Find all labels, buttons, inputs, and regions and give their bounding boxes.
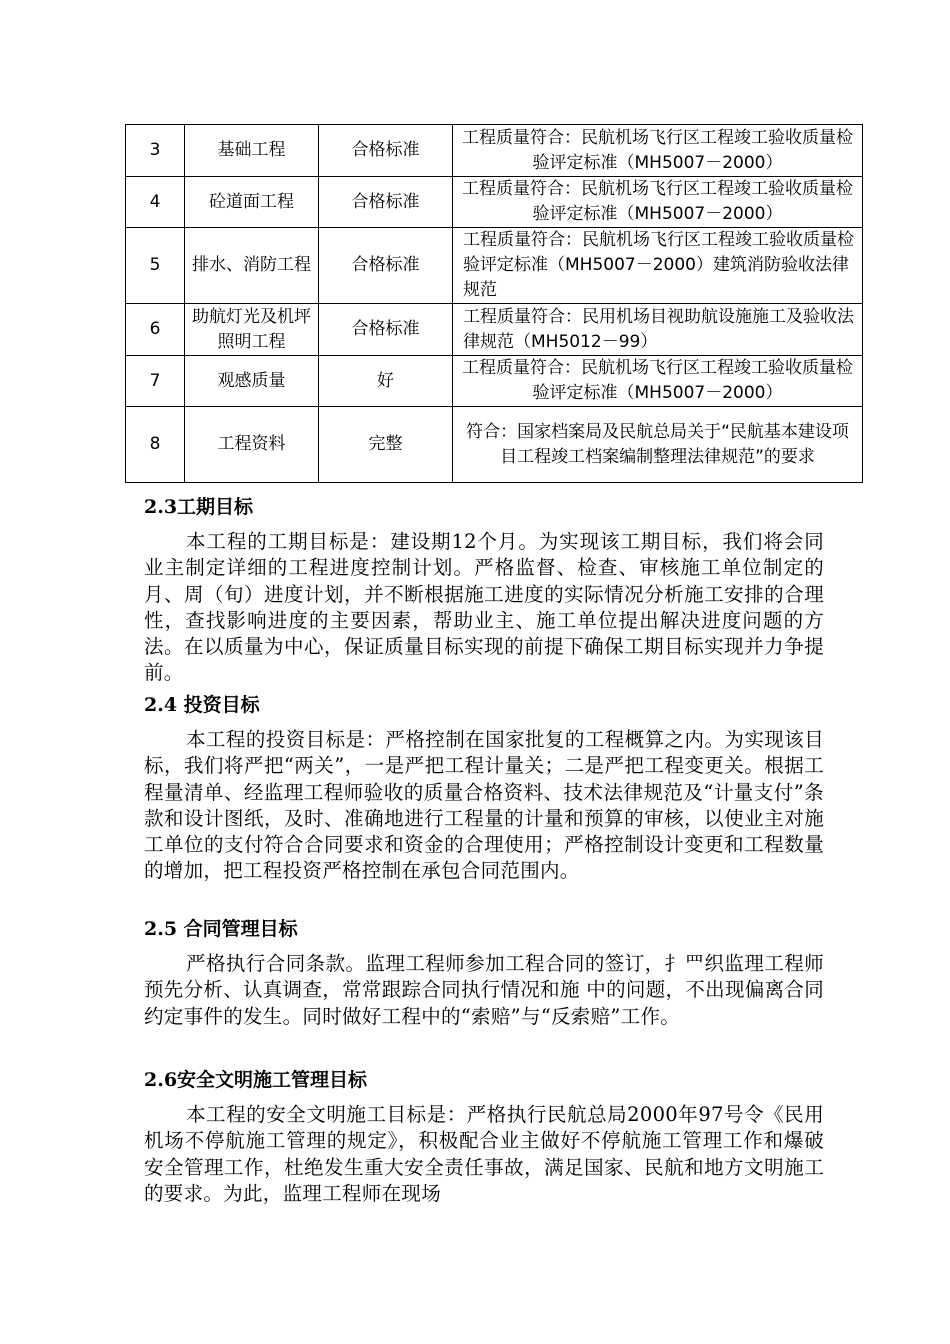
section-body: 本工程的安全文明施工目标是：严格执行民航总局2000年97号令《民用机场不停航施工管理的规定》，积极配合业主做好不停航施工管理工作和爆破安全管理工作，杜绝发生重大安全责任事故，满足国家、民航和地方文明施工的要求。为此，监理工程师在现场 <box>144 1103 824 1205</box>
row-number: 8 <box>126 407 185 483</box>
section-heading: 2.6安全文明施工管理目标 <box>144 1069 368 1091</box>
evaluation: 好 <box>319 356 453 407</box>
requirement: 工程质量符合：民航机场飞行区工程竣工验收质量检验评定标准（MH5007－2000） <box>453 356 863 407</box>
item-name: 基础工程 <box>185 125 319 177</box>
requirement: 符合：国家档案局及民航总局关于“民航基本建设项目工程竣工档案编制整理法律规范”的要求 <box>453 407 863 483</box>
section-heading: 2.3工期目标 <box>144 496 254 518</box>
requirement: 工程质量符合：民航机场飞行区工程竣工验收质量检验评定标准（MH5007－2000） <box>453 177 863 228</box>
section-body: 本工程的工期目标是：建设期12个月。为实现该工期目标，我们将会同业主制定详细的工程进度控制计划。严格监督、检查、审核施工单位制定的月、周（旬）进度计划，并不断根据施工进度的实际情况分析施工安排的合理性，查找影响进度的主要因素，帮助业主、施工单位提出解决进度问题的方法。在以质量为中心，保证质量目标实现的前提下确保工期目标实现并力争提前。 <box>144 530 824 685</box>
section-body: 严格执行合同条款。监理工程师参加工程合同的签订，扌罒织监理工程师预先分析、认真调查，常常跟踪合同执行情况和施 中的问题，不出现偏离合同约定事件的发生。同时做好工程中的“索赔”与“反索赔”工作。 <box>144 952 824 1028</box>
row-number: 7 <box>126 356 185 407</box>
section-schedule-goal <box>144 494 824 687</box>
evaluation: 合格标准 <box>319 228 453 304</box>
row-number: 5 <box>126 228 185 304</box>
section-safety-goal <box>144 1067 824 1207</box>
item-name: 砼道面工程 <box>185 177 319 228</box>
evaluation: 完整 <box>319 407 453 483</box>
section-heading: 2.5 合同管理目标 <box>144 918 298 940</box>
row-number: 3 <box>126 125 185 177</box>
evaluation: 合格标准 <box>319 125 453 177</box>
requirement: 工程质量符合：民航机场飞行区工程竣工验收质量检验评定标准（MH5007－2000） <box>453 125 863 177</box>
table-row <box>126 356 863 407</box>
section-investment-goal <box>144 692 824 885</box>
acceptance-standard-table <box>125 124 863 483</box>
item-name: 工程资料 <box>185 407 319 483</box>
table-row <box>126 228 863 304</box>
evaluation: 合格标准 <box>319 177 453 228</box>
evaluation: 合格标准 <box>319 304 453 356</box>
requirement: 工程质量符合：民用机场目视助航设施施工及验收法律规范（MH5012－99） <box>453 304 863 356</box>
requirement: 工程质量符合：民航机场飞行区工程竣工验收质量检验评定标准（MH5007－2000）建筑消防验收法律规范 <box>453 228 863 304</box>
table-row <box>126 125 863 177</box>
item-name: 观感质量 <box>185 356 319 407</box>
item-name: 助航灯光及机坪照明工程 <box>185 304 319 356</box>
section-body: 本工程的投资目标是：严格控制在国家批复的工程概算之内。为实现该目标，我们将严把“两关”，一是严把工程计量关；二是严把工程变更关。根据工程量清单、经监理工程师验收的质量合格资料、技术法律规范及“计量支付”条款和设计图纸，及时、准确地进行工程量的计量和预算的审核，以使业主对施工单位的支付符合合同要求和资金的合理使用；严格控制设计变更和工程数量的增加，把工程投资严格控制在承包合同范围内。 <box>144 728 824 883</box>
table-row <box>126 177 863 228</box>
section-contract-goal <box>144 916 824 1030</box>
section-heading: 2.4 投资目标 <box>144 694 260 716</box>
table-row <box>126 407 863 483</box>
row-number: 4 <box>126 177 185 228</box>
item-name: 排水、消防工程 <box>185 228 319 304</box>
row-number: 6 <box>126 304 185 356</box>
table-row <box>126 304 863 356</box>
